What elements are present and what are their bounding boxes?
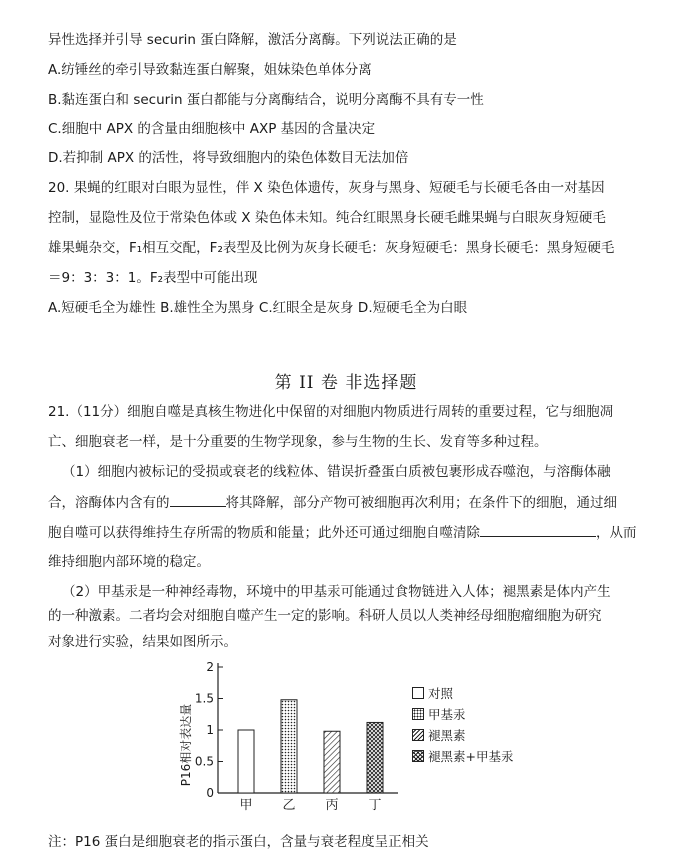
q21-part2-line2: 的一种激素。二者均会对细胞自噬产生一定的影响。科研人员以人类神经母细胞瘤细胞为研究 [48, 608, 602, 624]
legend-label: 对照 [428, 686, 454, 701]
legend-swatch-control [412, 687, 424, 699]
legend-label: 甲基汞 [428, 707, 466, 722]
legend-item-control [412, 684, 453, 702]
y-tick-label: 2 [206, 660, 214, 674]
legend-label: 褪黑素 [428, 728, 466, 743]
legend-item-melatonin [412, 726, 466, 744]
chart-note: 注：P16 蛋白是细胞衰老的指示蛋白，含量与衰老程度呈正相关 [48, 834, 429, 850]
bar-methylmercury [281, 700, 297, 793]
legend-label: 褪黑素+甲基汞 [428, 749, 514, 764]
answer-blank-1[interactable] [170, 492, 226, 507]
q21-part1-text: ，从而 [596, 525, 637, 541]
legend-item-methylmercury [412, 705, 466, 723]
legend-swatch-combined [412, 750, 424, 762]
x-category-label: 丙 [325, 798, 339, 813]
bar-control [238, 730, 254, 793]
q21-part2-line1: （2）甲基汞是一种神经毒物，环境中的甲基汞可能通过食物链进入人体；褪黑素是体内产生 [62, 584, 611, 600]
y-tick-label: 0.5 [194, 754, 214, 769]
legend-item-combined [412, 747, 513, 765]
q19-option-d: D.若抑制 APX 的活性，将导致细胞内的染色体数目无法加倍 [48, 150, 409, 166]
q21-stem-line1: 21.（11分）细胞自噬是真核生物进化中保留的对细胞内物质进行周转的重要过程，它与细胞凋 [48, 404, 614, 420]
bar-melatonin [324, 731, 340, 793]
q19-option-a: A.纺锤丝的牵引导致黏连蛋白解聚，姐妹染色单体分离 [48, 62, 372, 78]
q21-part1-line2 [48, 492, 668, 513]
section-title: 第 II 卷 非选择题 [274, 373, 418, 393]
q19-continuation: 异性选择并引导 securin 蛋白降解，激活分离酶。下列说法正确的是 [48, 32, 457, 48]
q20-stem-line4: ＝9：3：3：1。F₂表型中可能出现 [48, 270, 258, 286]
q20-options: A.短硬毛全为雄性 B.雄性全为黑身 C.红眼全是灰身 D.短硬毛全为白眼 [48, 300, 468, 316]
q21-part1-line4: 维持细胞内部环境的稳定。 [48, 554, 210, 570]
q20-stem-line3: 雄果蝇杂交，F₁相互交配，F₂表型及比例为灰身长硬毛：灰身短硬毛：黑身长硬毛：黑身短硬毛 [48, 240, 615, 256]
q21-stem-line2: 亡、细胞衰老一样，是十分重要的生物学现象，参与生物的生长、发育等多种过程。 [48, 434, 548, 450]
q21-part1-line1: （1）细胞内被标记的受损或衰老的线粒体、错误折叠蛋白质被包裹形成吞噬泡，与溶酶体融 [62, 464, 611, 480]
bar-combined [367, 722, 383, 793]
q19-option-b: B.黏连蛋白和 securin 蛋白都能与分离酶结合，说明分离酶不具有专一性 [48, 92, 484, 108]
answer-blank-2[interactable] [480, 522, 596, 537]
q20-stem-line2: 控制，显隐性及位于常染色体或 X 染色体未知。纯合红眼黑身长硬毛雌果蝇与白眼灰身短硬毛 [48, 210, 606, 226]
q21-part2-line3: 对象进行实验，结果如图所示。 [48, 634, 237, 650]
q20-stem-line1: 20. 果蝇的红眼对白眼为显性，伴 X 染色体遗传，灰身与黑身、短硬毛与长硬毛各由一对基因 [48, 180, 605, 196]
y-tick-label: 1 [206, 723, 214, 737]
legend-swatch-methylmercury [412, 708, 424, 720]
x-category-label: 丁 [368, 798, 382, 813]
q19-option-c: C.细胞中 APX 的含量由细胞核中 AXP 基因的含量决定 [48, 121, 376, 137]
x-category-label: 甲 [239, 798, 253, 813]
y-tick-label: 0 [206, 786, 214, 800]
q21-part1-text: 将其降解，部分产物可被细胞再次利用；在条件下的细胞，通过细 [225, 495, 617, 511]
legend-swatch-melatonin [412, 729, 424, 741]
y-tick-label: 1.5 [194, 691, 214, 706]
y-axis-title: P16相对表达量 [179, 703, 193, 787]
q21-part1-text: 胞自噬可以获得维持生存所需的物质和能量；此外还可通过细胞自噬清除 [48, 525, 480, 541]
p16-bar-chart [170, 655, 400, 825]
x-category-label: 乙 [282, 798, 296, 813]
q21-part1-line3 [48, 522, 668, 543]
q21-part1-text: 合，溶酶体内含有的 [48, 495, 170, 511]
